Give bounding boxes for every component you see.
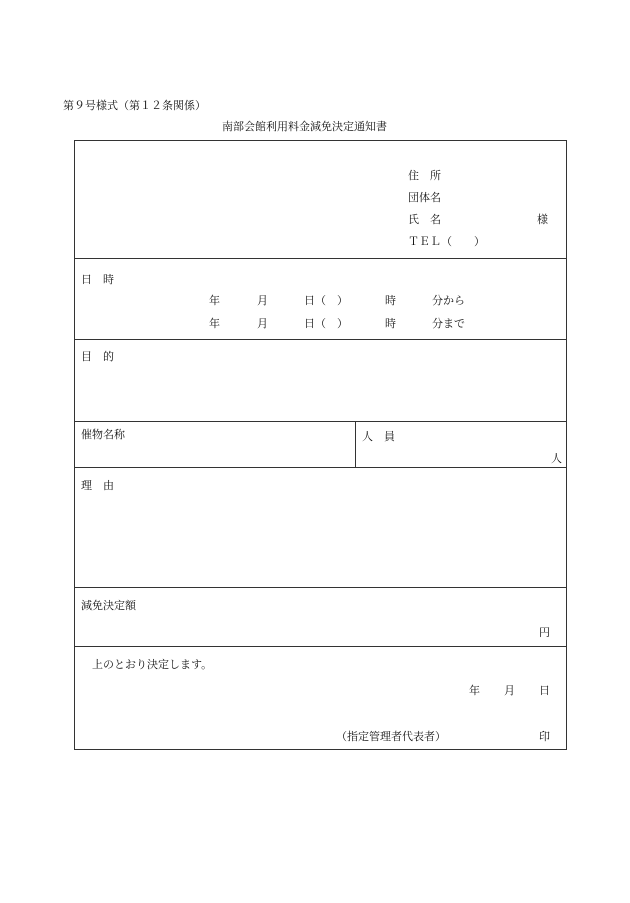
divider-amount [75,646,566,647]
divider-purpose [75,421,566,422]
end-day: 日（ ） [304,317,348,330]
divider-applicant [75,258,566,259]
start-hour: 時 [385,294,396,307]
group-name-label: 団体名 [408,191,441,204]
amount-unit: 円 [539,626,550,639]
end-year: 年 [209,317,220,330]
purpose-label: 目 的 [81,350,114,363]
divider-event [75,467,566,468]
event-column-divider [355,421,356,467]
end-minute: 分まで [432,317,465,330]
address-label: 住 所 [408,169,441,182]
decision-year: 年 [469,684,480,697]
name-label: 氏 名 [408,213,441,226]
form-number: 第９号様式（第１２条関係） [63,99,206,112]
decision-day: 日 [539,684,550,697]
amount-label: 減免決定額 [81,599,136,612]
end-hour: 時 [385,317,396,330]
document-title: 南部会館利用料金減免決定通知書 [222,120,387,133]
decision-month: 月 [504,684,515,697]
tel-label: ＴＥＬ（ ） [408,235,485,248]
decision-statement: 上のとおり決定します。 [92,658,213,671]
seal-mark: 印 [539,730,550,743]
attendance-unit: 人 [551,452,562,465]
start-year: 年 [209,294,220,307]
datetime-label: 日 時 [81,273,114,286]
signer-label: （指定管理者代表者） [336,730,446,743]
start-day: 日（ ） [304,294,348,307]
notice-form [74,140,567,750]
start-month: 月 [257,294,268,307]
reason-label: 理 由 [81,479,114,492]
end-month: 月 [257,317,268,330]
attendance-label: 人 員 [362,430,395,443]
start-minute: 分から [432,294,465,307]
divider-reason [75,587,566,588]
event-name-label: 催物名称 [81,428,125,441]
divider-datetime [75,339,566,340]
honorific: 様 [537,213,548,226]
